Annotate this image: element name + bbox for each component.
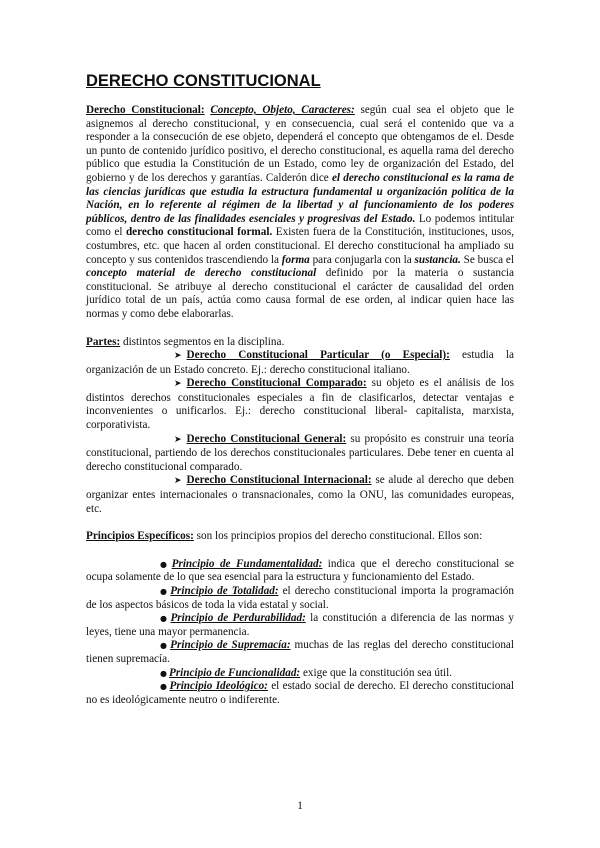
bullet-dot-icon: ● bbox=[160, 614, 169, 624]
partes-item bbox=[86, 349, 514, 377]
arrow-bullet-icon: ➤ bbox=[174, 476, 182, 487]
partes-item-label: Derecho Constitucional Particular (o Especial): bbox=[186, 349, 450, 362]
principios-item bbox=[86, 558, 514, 585]
intro-text-4: para conjugarla con la bbox=[309, 253, 415, 266]
principios-item bbox=[86, 585, 514, 612]
intro-text-1: según cual sea el objeto que le asignemos al derecho constitucional, y en consecuencia, cual será el contenido que va a responder a la consecución de ese objeto, dependerá el concepto que obtengamos de el. Desde un punto de contenido jurídico positivo, el derecho constitucional, es aquella rama del derecho público que estudia la Constitución de un Estado, como ley de organización del Estado, del gobierno y de los derechos y garantías. Calderón dice bbox=[86, 104, 514, 184]
principios-item-text: la constitución a diferencia de las normas y leyes, tiene una mayor permanencia. bbox=[86, 612, 514, 638]
principios-item-label: Principio de Supremacía: bbox=[170, 639, 291, 652]
intro-forma: forma bbox=[281, 253, 310, 266]
intro-material: concepto material de derecho constitucional bbox=[86, 267, 317, 280]
partes-item bbox=[86, 474, 514, 516]
intro-paragraph bbox=[86, 104, 514, 322]
intro-text-5: Se busca el bbox=[460, 253, 514, 266]
principios-item bbox=[86, 667, 514, 681]
intro-sustancia: sustancia. bbox=[414, 253, 461, 266]
intro-text-2: Lo podemos intitular como el bbox=[86, 212, 514, 239]
principios-item bbox=[86, 612, 514, 639]
principios-item bbox=[86, 639, 514, 666]
document-body bbox=[86, 104, 514, 707]
intro-text-6: definido por la materia o sustancia constitucional. Se atribuye al derecho constitucional el carácter de causalidad del orden jurídico total de un país, actúa como causa formal de ese orden, al indicar quien hace las normas y como debe elaborarlas. bbox=[86, 267, 514, 320]
bullet-dot-icon: ● bbox=[160, 587, 169, 596]
partes-paragraph bbox=[86, 336, 514, 350]
page-number: 1 bbox=[297, 800, 303, 812]
intro-subheading: Concepto, Objeto, Caracteres: bbox=[210, 104, 355, 116]
partes-item-text: su objeto es el análisis de los distintos derechos constitucionales especiales a fin de clasificarlos, detectar ventajas e inconvenientes o unificarlos. Ej.: derecho constitucional liberal- capitalista, marxista, corporativista. bbox=[86, 377, 514, 432]
arrow-bullet-icon: ➤ bbox=[174, 434, 182, 445]
partes-heading: Partes: bbox=[86, 335, 121, 348]
principios-item bbox=[86, 680, 514, 707]
bullet-dot-icon: ● bbox=[160, 682, 168, 692]
intro-text-3: Existen fuera de la Constitución, instituciones, usos, costumbres, etc. que hacen al orden constitucional. El derecho constitucional ha ampliado su concepto y sus contenidos trascendiendo la bbox=[86, 226, 514, 266]
arrow-bullet-icon: ➤ bbox=[174, 379, 182, 390]
principios-item-label: Principio Ideológico: bbox=[169, 680, 268, 693]
document-title: DERECHO CONSTITUCIONAL bbox=[86, 72, 321, 90]
partes-item-label: Derecho Constitucional Internacional: bbox=[186, 474, 372, 487]
partes-text: distintos segmentos en la disciplina. bbox=[120, 335, 285, 348]
principios-item-label: Principio de Funcionalidad: bbox=[168, 666, 301, 679]
principios-item-label: Principio de Fundamentalidad: bbox=[171, 557, 323, 570]
principios-item-text: el estado social de derecho. El derecho constitucional no es ideológicamente neutro o indiferente. bbox=[86, 680, 514, 706]
principios-item-text: exige que la constitución sea útil. bbox=[300, 666, 453, 679]
principios-heading: Principios Específicos: bbox=[86, 530, 194, 543]
partes-item-text: su propósito es construir una teoría constitucional, partiendo de los derechos constitucionales particulares. Debe tener en cuenta al derecho constitucional comparado. bbox=[86, 432, 514, 473]
principios-item-text: el derecho constitucional importa la programación de los aspectos básicos de toda la vida estatal y social. bbox=[86, 585, 514, 611]
partes-item bbox=[86, 377, 514, 432]
principios-item-label: Principio de Perdurabilidad: bbox=[170, 612, 306, 625]
principios-paragraph bbox=[86, 530, 514, 544]
partes-item-text: estudia la organización de un Estado concreto. Ej.: derecho constitucional italiano. bbox=[86, 349, 514, 376]
principios-item-label: Principio de Totalidad: bbox=[170, 585, 279, 597]
arrow-bullet-icon: ➤ bbox=[174, 351, 182, 362]
partes-item-label: Derecho Constitucional Comparado: bbox=[186, 377, 367, 390]
intro-formal: derecho constitucional formal. bbox=[125, 226, 273, 239]
intro-definition: el derecho constitucional es la rama de las ciencias jurídicas que estudia la estructura fundamental u organización política de la Nación, en lo referente al régimen de la libertad y al funcionamiento de los poderes públicos, dentro de las finalidades esenciales y progresivas del Estado. bbox=[86, 171, 514, 225]
intro-heading: Derecho Constitucional: bbox=[86, 104, 205, 116]
bullet-dot-icon: ● bbox=[160, 641, 169, 651]
principios-item-text: indica que el derecho constitucional se ocupa solamente de lo que sea esencial para la estructura y funcionamiento del Estado. bbox=[86, 557, 515, 584]
partes-item bbox=[86, 433, 514, 475]
partes-item-label: Derecho Constitucional General: bbox=[186, 432, 347, 445]
bullet-dot-icon: ● bbox=[160, 668, 167, 678]
partes-item-text: se alude al derecho que deben organizar entes internacionales o transnacionales, como la ONU, las comunidades europeas, etc. bbox=[86, 474, 514, 515]
principios-item-text: muchas de las reglas del derecho constitucional tienen supremacía. bbox=[86, 639, 514, 665]
principios-text: son los principios propios del derecho constitucional. Ellos son: bbox=[193, 530, 483, 543]
bullet-dot-icon: ● bbox=[160, 559, 170, 569]
